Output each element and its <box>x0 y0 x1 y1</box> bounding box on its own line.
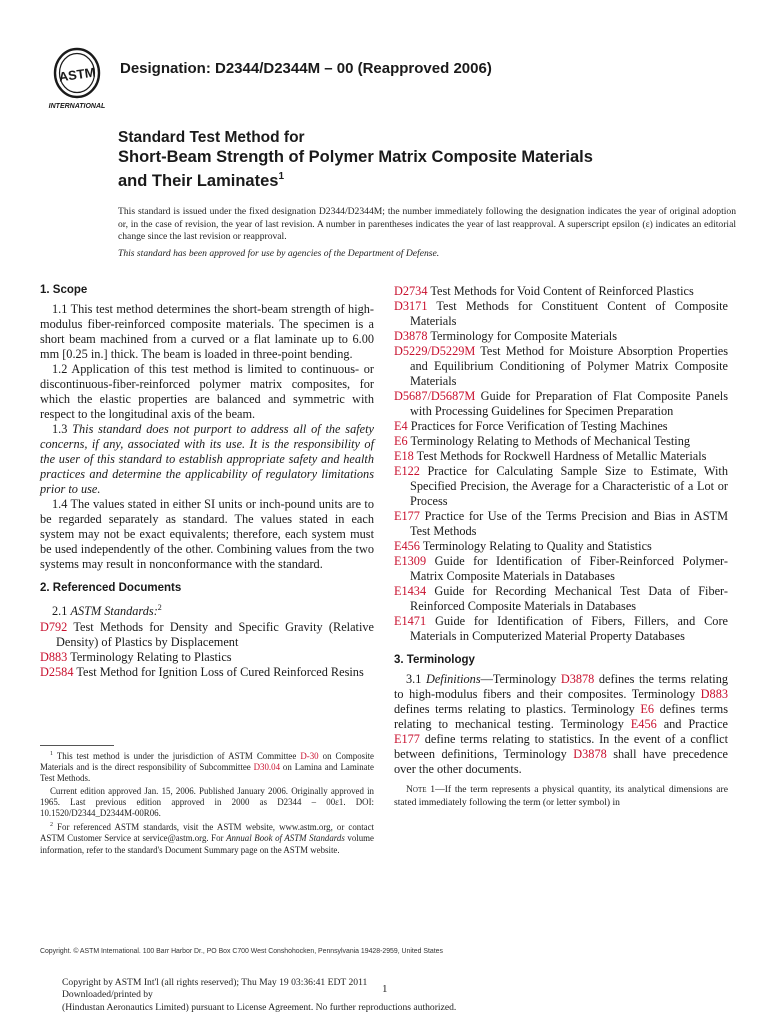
subcommittee-link[interactable]: D30.04 <box>253 762 281 773</box>
title-line-2: Short-Beam Strength of Polymer Matrix Composite Materials <box>118 148 593 166</box>
paragraph-1-3-number: 1.3 <box>52 422 73 436</box>
issue-note: This standard is issued under the fixed designation D2344/D2344M; the number immediately following the designation indicates the year of original adoption or, in the case of revision, the year of last revision. A number in parentheses indicates the year of last reapproval. A superscript epsilon (ε) indicates an editorial change since the last revision or reapproval. <box>118 206 736 242</box>
reference-title: Practice for Calculating Sample Size to Estimate, With Specified Precision, the Average for a Characteristic of a Lot or Process <box>410 464 728 508</box>
footnote-1-text-a: This test method is under the jurisdiction of ASTM Committee <box>56 751 301 761</box>
reference-list-right <box>394 284 728 644</box>
reference-item <box>394 554 728 584</box>
footnote-2-text-a: For referenced ASTM standards, visit the ASTM website, www.astm.org, or contact ASTM Customer Service at service@astm.org. For <box>40 822 374 844</box>
reference-code-link[interactable]: E1471 <box>394 614 427 628</box>
text-seg-7: shall have precedence over the other documents. <box>394 747 728 776</box>
reference-item <box>394 284 728 299</box>
reference-code-link[interactable]: D2584 <box>40 665 74 680</box>
footnote-1-text-c: on Lamina and Laminate Test Methods. <box>40 762 374 784</box>
paragraph-1-4: 1.4 The values stated in either SI units or inch-pound units are to be regarded separately as standard. The values stated in each system may not be exact equivalents; therefore, each system must be used independently of the other. Combining values from the two systems may result in nonconformance with the standard. <box>40 497 374 571</box>
footnote-1-edition: Current edition approved Jan. 15, 2006. Published January 2006. Originally approved in 1965. Last previous edition approved in 2000 as D2344 – 00ε1. DOI: 10.1520/D2344_D2344M-00R06. <box>40 785 374 819</box>
reference-title: Guide for Recording Mechanical Test Data of Fiber-Reinforced Composite Materials in Databases <box>410 584 728 613</box>
reference-code-link[interactable]: E1309 <box>394 554 427 568</box>
reference-item <box>40 665 374 680</box>
reference-title: Guide for Preparation of Flat Composite Panels with Processing Guidelines for Specimen Preparation <box>410 389 728 418</box>
document-title <box>118 128 738 191</box>
download-line-2: Downloaded/printed by <box>62 989 153 1001</box>
reference-title: Test Methods for Void Content of Reinforced Plastics <box>430 284 694 298</box>
astm-logo <box>42 44 112 110</box>
reference-title: Test Methods for Density and Specific Gravity (Relative Density) of Plastics by Displacement <box>56 620 374 650</box>
footnote-1 <box>40 749 374 785</box>
title-line-3 <box>118 167 738 191</box>
paragraph-3-1-number: 3.1 <box>406 672 426 686</box>
ref-link-d883[interactable]: D883 <box>700 687 728 701</box>
reference-title: Test Method for Ignition Loss of Cured Reinforced Resins <box>76 665 364 680</box>
title-footnote-mark: 1 <box>278 171 285 182</box>
footnote-1-mark: 1 <box>50 751 53 757</box>
download-line-1: Copyright by ASTM Int'l (all rights reserved); Thu May 19 03:36:41 EDT 2011 <box>62 977 368 988</box>
astm-standards-subheading <box>52 600 374 619</box>
paragraph-1-2: 1.2 Application of this test method is limited to continuous- or discontinuous-fiber-reinforced polymer matrix composites, for which the elastic properties are balanced and symmetric with respect to the longitudinal axis of the beam. <box>40 362 374 421</box>
reference-item <box>394 299 728 329</box>
section-3-heading: 3. Terminology <box>394 654 475 666</box>
text-seg-4: defines terms relating to mechanical testing. Terminology <box>394 702 728 731</box>
footnote-2-italic: Annual Book of ASTM Standards <box>226 833 345 844</box>
reference-title: Practices for Force Verification of Testing Machines <box>410 419 668 433</box>
svg-text:ASTM: ASTM <box>57 64 97 85</box>
astm-logo-icon <box>42 44 112 110</box>
reference-item <box>394 434 728 449</box>
text-seg-6: define terms relating to statistics. In the event of a conflict between definitions, Terminology <box>394 732 728 761</box>
ref-link-e177[interactable]: E177 <box>394 732 420 746</box>
section-1-heading: 1. Scope <box>40 284 88 296</box>
reference-item <box>394 464 728 509</box>
reference-title: Terminology Relating to Plastics <box>70 650 232 665</box>
reference-item <box>394 329 728 344</box>
footnote-2-mark: 2 <box>50 822 53 829</box>
footnote-1-text-b: on Composite Materials and is the direct responsibility of Subcommittee <box>40 751 374 773</box>
page-number: 1 <box>382 983 388 995</box>
reference-code-link[interactable]: E177 <box>394 509 420 523</box>
title-line-3-text: and Their Laminates <box>118 172 279 190</box>
ref-link-e456[interactable]: E456 <box>630 717 657 731</box>
paragraph-1-3 <box>40 422 374 497</box>
reference-item <box>394 509 728 539</box>
reference-code-link[interactable]: D2734 <box>394 284 428 298</box>
committee-link[interactable]: D-30 <box>300 751 319 761</box>
ref-link-e6[interactable]: E6 <box>640 702 655 716</box>
download-line-3: (Hindustan Aeronautics Limited) pursuant to License Agreement. No further reproductions authorized. <box>62 1001 457 1013</box>
section-2-heading: 2. Referenced Documents <box>40 582 182 594</box>
footnote-divider <box>40 745 114 746</box>
reference-code-link[interactable]: E456 <box>394 539 420 553</box>
reference-title: Guide for Identification of Fiber-Reinforced Polymer-Matrix Composite Materials in Databases <box>410 554 728 583</box>
title-line-1: Standard Test Method for <box>118 129 305 146</box>
text-seg-5: and Practice <box>656 717 728 731</box>
reference-code-link[interactable]: D3878 <box>394 329 428 343</box>
reference-code-link[interactable]: E6 <box>394 434 408 448</box>
approval-note: This standard has been approved for use by agencies of the Department of Defense. <box>118 248 440 259</box>
reference-title: Terminology Relating to Methods of Mechanical Testing <box>410 434 690 448</box>
subheading-number: 2.1 <box>52 604 71 619</box>
reference-title: Terminology for Composite Materials <box>430 329 617 343</box>
paragraph-1-3-text: This standard does not purport to address all of the safety concerns, if any, associated with its use. It is the responsibility of the user of this standard to establish appropriate safety and health practices and determine the applicability of regulatory limitations prior to use. <box>40 422 374 496</box>
download-stamp <box>62 977 456 1014</box>
text-seg-1: —Terminology <box>480 672 561 686</box>
reference-item <box>394 449 728 464</box>
reference-item <box>394 539 728 554</box>
reference-code-link[interactable]: D883 <box>40 650 68 665</box>
text-seg-2: defines the terms relating to high-modulus fibers and their composites. Terminology <box>394 672 728 701</box>
footnote-2 <box>40 820 374 856</box>
reference-title: Terminology Relating to Quality and Statistics <box>422 539 652 553</box>
reference-code-link[interactable]: D5229/D5229M <box>394 344 476 358</box>
reference-item <box>394 584 728 614</box>
reference-code-link[interactable]: D792 <box>40 620 68 635</box>
reference-title: Test Methods for Rockwell Hardness of Metallic Materials <box>416 449 707 463</box>
reference-code-link[interactable]: E18 <box>394 449 414 463</box>
svg-text:INTERNATIONAL: INTERNATIONAL <box>48 103 106 110</box>
definitions-label: Definitions <box>425 672 481 686</box>
paragraph-1-1: 1.1 This test method determines the short-beam strength of high-modulus fiber-reinforced composite materials. The specimen is a short beam machined from a curved or a flat laminate up to 6.00 mm [0.25 in.] thick. The beam is loaded in three-point bending. <box>40 302 374 361</box>
designation: Designation: D2344/D2344M – 00 (Reapproved 2006) <box>120 60 492 77</box>
reference-title: Test Method for Moisture Absorption Properties and Equilibrium Conditioning of Polymer Matrix Composite Materials <box>410 344 728 388</box>
reference-item <box>394 389 728 419</box>
reference-code-link[interactable]: D3171 <box>394 299 428 313</box>
subheading-label: ASTM Standards: <box>70 604 158 619</box>
ref-link-d3878[interactable]: D3878 <box>560 672 595 686</box>
note-1 <box>394 784 728 809</box>
reference-list-left <box>40 620 374 680</box>
reference-title: Guide for Identification of Fibers, Fillers, and Core Materials in Computerized Material Property Databases <box>410 614 729 643</box>
reference-item <box>394 419 728 434</box>
text-seg-3: defines terms relating to plastics. Terminology <box>394 702 641 716</box>
subheading-footnote-mark: 2 <box>157 603 162 612</box>
reference-title: Test Methods for Constituent Content of Composite Materials <box>410 299 728 328</box>
note-text: 1—If the term represents a physical quantity, its analytical dimensions are stated immediately following the term (or letter symbol) in <box>394 784 728 808</box>
paragraph-3-1 <box>394 672 728 777</box>
footnotes <box>40 749 374 857</box>
copyright-line: Copyright. © ASTM International. 100 Barr Harbor Dr., PO Box C700 West Conshohocken, Pennsylvania 19428-2959, United States <box>40 948 443 955</box>
reference-title: Practice for Use of the Terms Precision and Bias in ASTM Test Methods <box>410 509 728 538</box>
reference-code-link[interactable]: E1434 <box>394 584 427 598</box>
reference-item <box>40 620 374 650</box>
note-label: Note <box>406 784 427 795</box>
reference-code-link[interactable]: E4 <box>394 419 408 433</box>
reference-code-link[interactable]: D5687/D5687M <box>394 389 476 403</box>
right-column <box>394 284 728 809</box>
reference-item <box>394 344 728 389</box>
reference-item <box>394 614 728 644</box>
left-column <box>40 283 374 680</box>
footnote-2-text-b: volume information, refer to the standard's Document Summary page on the ASTM website. <box>40 833 374 855</box>
ref-link-d3878-2[interactable]: D3878 <box>573 747 607 761</box>
reference-item <box>40 650 374 665</box>
reference-code-link[interactable]: E122 <box>394 464 420 478</box>
